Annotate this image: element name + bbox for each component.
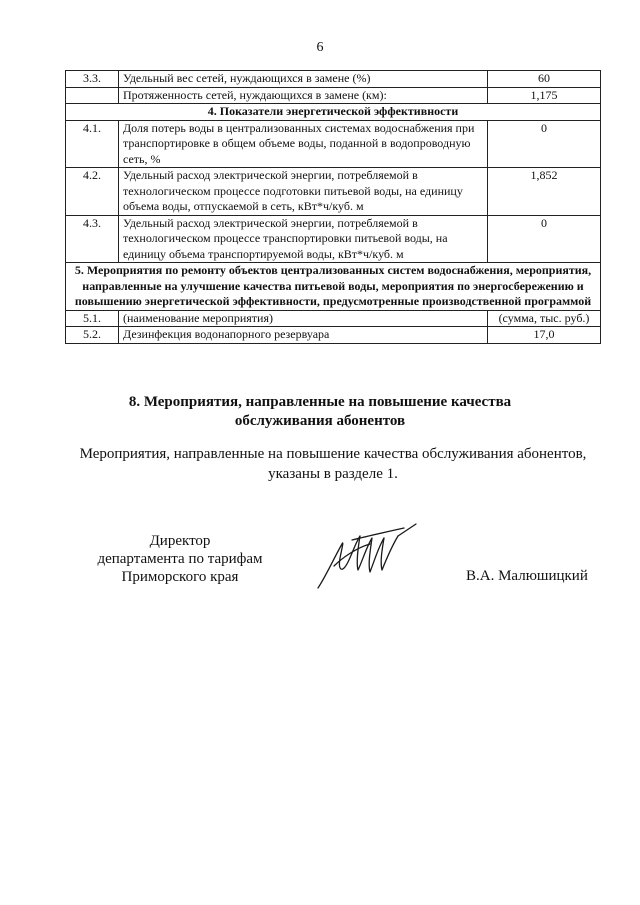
section-8-heading-line: обслуживания абонентов (234, 413, 406, 429)
row-text: Дезинфекция водонапорного резервуара (119, 327, 488, 344)
section-header-row (66, 263, 601, 311)
row-text: Удельный расход электрической энергии, потребляемой в технологическом процессе транспортировки питьевой воды, на единицу объема транспортируемой воды, кВт*ч/куб. м (119, 215, 488, 263)
section-4-title: 4. Показатели энергетической эффективности (66, 104, 601, 121)
table-row (66, 310, 601, 327)
row-value: (сумма, тыс. руб.) (488, 310, 601, 327)
section-8-heading (0, 393, 640, 431)
row-value: 1,175 (488, 87, 601, 104)
page-number: 6 (316, 40, 324, 55)
section-8-text-line: указаны в разделе 1. (268, 466, 398, 482)
section-header-row (66, 104, 601, 121)
table-row (66, 215, 601, 263)
signatory-title-line: Директор (149, 533, 211, 549)
indicators-table (65, 70, 601, 344)
row-number (66, 87, 119, 104)
section-8-text (60, 444, 606, 484)
table-row (66, 327, 601, 344)
signatory-title-line: департамента по тарифам (97, 551, 263, 567)
row-text: Протяженность сетей, нуждающихся в замене (км): (119, 87, 488, 104)
signatory-name: В.А. Малюшицкий (466, 568, 588, 584)
row-text: Удельный расход электрической энергии, потребляемой в технологическом процессе подготовки питьевой воды, на единицу объема воды, отпускаемой в сеть, кВт*ч/куб. м (119, 168, 488, 216)
row-text: (наименование мероприятия) (119, 310, 488, 327)
row-value: 0 (488, 215, 601, 263)
row-value: 60 (488, 71, 601, 88)
row-value: 17,0 (488, 327, 601, 344)
table-row (66, 168, 601, 216)
section-8-heading-line: 8. Мероприятия, направленные на повышение качества (128, 394, 512, 410)
section-8-text-line: Мероприятия, направленные на повышение качества обслуживания абонентов, (79, 446, 587, 462)
table-row (66, 87, 601, 104)
signatory-title-line: Приморского края (121, 569, 239, 585)
row-number: 4.1. (66, 120, 119, 168)
row-number: 5.2. (66, 327, 119, 344)
row-text: Доля потерь воды в централизованных системах водоснабжения при транспортировке в общем объеме воды, поданной в водопроводную сеть, % (119, 120, 488, 168)
table-row (66, 120, 601, 168)
row-text: Удельный вес сетей, нуждающихся в замене (%) (119, 71, 488, 88)
signatory-title (60, 532, 300, 586)
row-number: 3.3. (66, 71, 119, 88)
row-number: 4.2. (66, 168, 119, 216)
row-number: 4.3. (66, 215, 119, 263)
handwritten-signature (312, 518, 422, 598)
section-5-title: 5. Мероприятия по ремонту объектов централизованных систем водоснабжения, мероприятия, направленные на улучшение качества питьевой воды, мероприятия по энергосбережению и повышению энергетической эффективности, предусмотренные производственной программой (66, 263, 601, 311)
row-value: 1,852 (488, 168, 601, 216)
table-row (66, 71, 601, 88)
row-value: 0 (488, 120, 601, 168)
row-number: 5.1. (66, 310, 119, 327)
